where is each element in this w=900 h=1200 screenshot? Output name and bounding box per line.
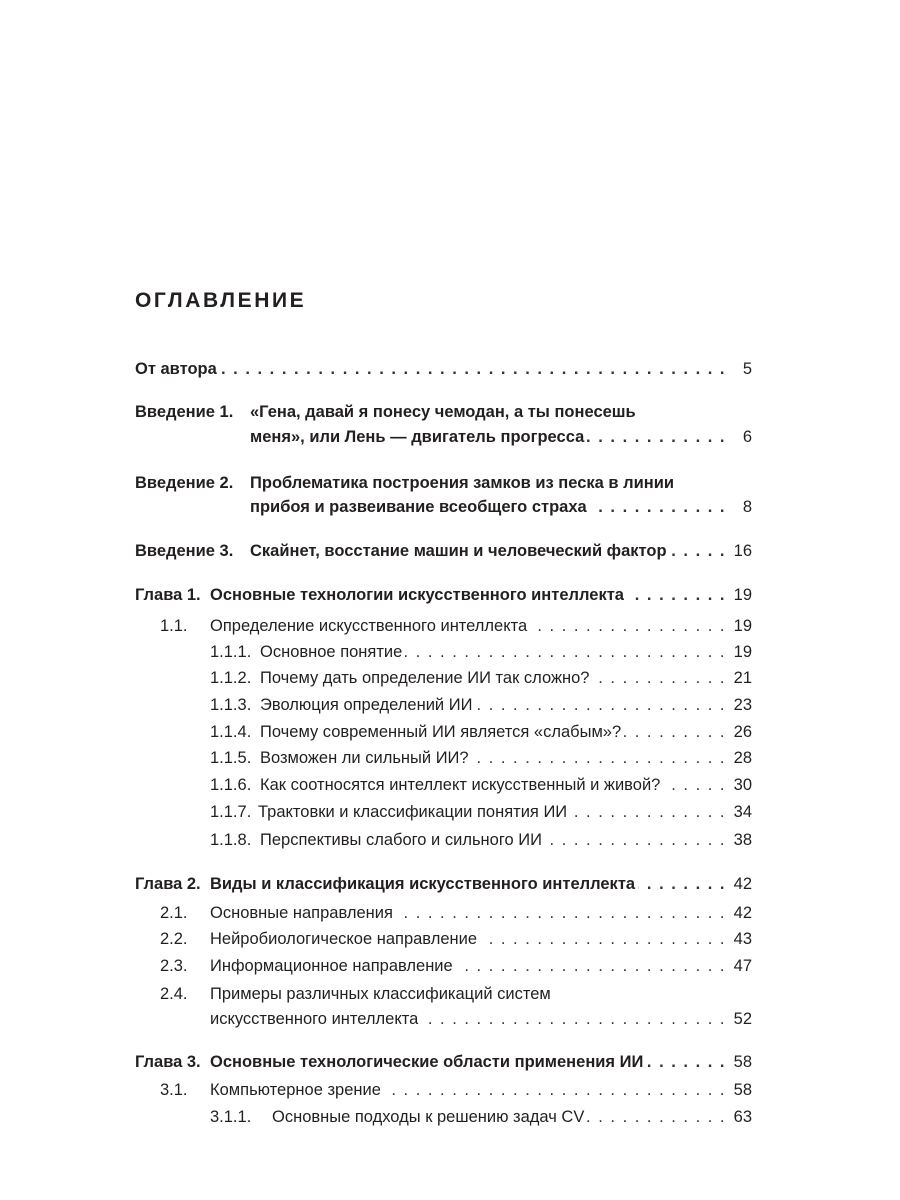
entry-title: меня», или Лень — двигатель прогресса <box>250 428 585 446</box>
page-number: 8 <box>742 498 752 516</box>
page-number: 23 <box>733 696 752 714</box>
dot-leader <box>475 693 726 717</box>
entry-label: Введение 2. <box>135 474 234 492</box>
toc-entry-1-1-4[interactable] <box>210 720 752 744</box>
entry-title: Скайнет, восстание машин и человеческий фактор <box>250 542 667 560</box>
page-number: 21 <box>733 669 752 687</box>
entry-title: Возможен ли сильный ИИ? <box>260 749 469 767</box>
dot-leader <box>592 666 726 690</box>
entry-title: Как соотносятся интеллект искусственный и живой? <box>260 776 661 794</box>
page-number: 28 <box>733 749 752 767</box>
toc-entry-intro-1[interactable] <box>135 400 752 424</box>
dot-leader <box>545 828 726 852</box>
toc-entry-1-1-5[interactable] <box>210 746 752 770</box>
dot-leader <box>456 954 726 978</box>
entry-title: Перспективы слабого и сильного ИИ <box>260 831 542 849</box>
entry-title: Основные подходы к решению задач CV <box>272 1108 585 1126</box>
toc-entry-3-1[interactable] <box>160 1078 752 1102</box>
entry-title: Компьютерное зрение <box>210 1081 381 1099</box>
dot-leader <box>587 1105 726 1129</box>
page-number: 26 <box>733 723 752 741</box>
page-number: 30 <box>733 776 752 794</box>
dot-leader <box>646 1050 726 1074</box>
entry-label: 2.4. <box>160 985 188 1003</box>
dot-leader <box>570 800 726 824</box>
entry-title: Определение искусственного интеллекта <box>210 617 528 635</box>
entry-title: Примеры различных классификаций систем <box>210 985 551 1003</box>
entry-label: 2.1. <box>160 904 188 922</box>
toc-entry-chapter-3[interactable] <box>135 1050 752 1074</box>
entry-label: Глава 3. <box>135 1053 201 1071</box>
dot-leader <box>396 901 726 925</box>
entry-title: Трактовки и классификации понятия ИИ <box>258 803 568 821</box>
entry-title: Эволюция определений ИИ <box>260 696 473 714</box>
toc-entry-2-1[interactable] <box>160 901 752 925</box>
toc-entry-2-3[interactable] <box>160 954 752 978</box>
entry-label: Глава 1. <box>135 586 201 604</box>
dot-leader <box>587 425 726 449</box>
toc-entry-1-1-1[interactable] <box>210 640 752 664</box>
page-number: 5 <box>742 360 752 378</box>
toc-entry-3-1-1[interactable] <box>210 1105 752 1129</box>
entry-label: Введение 1. <box>135 403 234 421</box>
entry-title: Информационное направление <box>210 957 453 975</box>
entry-label: 1.1.3. <box>210 696 252 714</box>
toc-entry-intro-1-cont[interactable] <box>250 425 752 449</box>
entry-title: Почему современный ИИ является «слабым»? <box>260 723 622 741</box>
toc-entry-2-2[interactable] <box>160 927 752 951</box>
toc-entry-intro-2-cont[interactable] <box>250 495 752 519</box>
dot-leader <box>220 357 726 381</box>
entry-label: 1.1.7. <box>210 803 252 821</box>
entry-title: Почему дать определение ИИ так сложно? <box>260 669 590 687</box>
entry-label: 1.1.8. <box>210 831 252 849</box>
entry-title: Основное понятие <box>260 643 403 661</box>
dot-leader <box>663 773 726 797</box>
dot-leader <box>624 720 726 744</box>
page-number: 16 <box>733 542 752 560</box>
toc-entry-1-1-8[interactable] <box>210 828 752 852</box>
toc-entry-chapter-2[interactable] <box>135 872 752 896</box>
page-number: 58 <box>733 1053 752 1071</box>
toc-entry-2-4-cont[interactable] <box>210 1007 752 1031</box>
entry-label: Глава 2. <box>135 875 201 893</box>
page-number: 42 <box>733 904 752 922</box>
dot-leader <box>627 583 726 607</box>
entry-label: 1.1.1. <box>210 643 252 661</box>
toc-heading: ОГЛАВЛЕНИЕ <box>135 289 307 312</box>
entry-title: Основные направления <box>210 904 393 922</box>
toc-entry-intro-3[interactable] <box>135 539 752 563</box>
entry-label: 3.1.1. <box>210 1108 252 1126</box>
toc-entry-from-author[interactable] <box>135 357 752 381</box>
page-number: 52 <box>733 1010 752 1028</box>
toc-entry-2-4[interactable] <box>160 982 752 1006</box>
page-number: 6 <box>742 428 752 446</box>
dot-leader <box>405 640 726 664</box>
entry-label: 1.1. <box>160 617 188 635</box>
page-number: 43 <box>733 930 752 948</box>
dot-leader <box>638 872 726 896</box>
page-number: 19 <box>733 643 752 661</box>
toc-entry-chapter-1[interactable] <box>135 583 752 607</box>
entry-title: Нейробиологическое направление <box>210 930 478 948</box>
page-number: 19 <box>733 617 752 635</box>
page-number: 19 <box>733 586 752 604</box>
entry-label: 1.1.6. <box>210 776 252 794</box>
entry-label: Введение 3. <box>135 542 234 560</box>
page-number: 47 <box>733 957 752 975</box>
page-number: 58 <box>733 1081 752 1099</box>
entry-label: 1.1.5. <box>210 749 252 767</box>
entry-title: «Гена, давай я понесу чемодан, а ты понесешь <box>250 403 636 421</box>
entry-label: 1.1.4. <box>210 723 252 741</box>
page-number: 38 <box>733 831 752 849</box>
page-number: 42 <box>733 875 752 893</box>
dot-leader <box>384 1078 726 1102</box>
entry-title: Виды и классификация искусственного интеллекта <box>210 875 636 893</box>
page-number: 63 <box>733 1108 752 1126</box>
entry-title: Основные технологии искусственного интеллекта <box>210 586 624 604</box>
toc-entry-1-1-2[interactable] <box>210 666 752 690</box>
toc-entry-1-1[interactable] <box>160 614 752 638</box>
dot-leader <box>421 1007 726 1031</box>
dot-leader <box>590 495 726 519</box>
dot-leader <box>530 614 726 638</box>
toc-entry-1-1-7[interactable] <box>210 800 752 824</box>
toc-entry-1-1-3[interactable] <box>210 693 752 717</box>
entry-title: искусственного интеллекта <box>210 1010 419 1028</box>
entry-label: 2.3. <box>160 957 188 975</box>
dot-leader <box>480 927 726 951</box>
entry-label: 2.2. <box>160 930 188 948</box>
entry-title: Основные технологические области применения ИИ <box>210 1053 644 1071</box>
entry-label: 3.1. <box>160 1081 188 1099</box>
entry-title: прибоя и развеивание всеобщего страха <box>250 498 587 516</box>
entry-title: От автора <box>135 360 217 378</box>
toc-entry-1-1-6[interactable] <box>210 773 752 797</box>
page-number: 34 <box>733 803 752 821</box>
dot-leader <box>670 539 726 563</box>
dot-leader <box>472 746 726 770</box>
entry-title: Проблематика построения замков из песка в линии <box>250 474 675 492</box>
entry-label: 1.1.2. <box>210 669 252 687</box>
toc-entry-intro-2[interactable] <box>135 471 752 495</box>
